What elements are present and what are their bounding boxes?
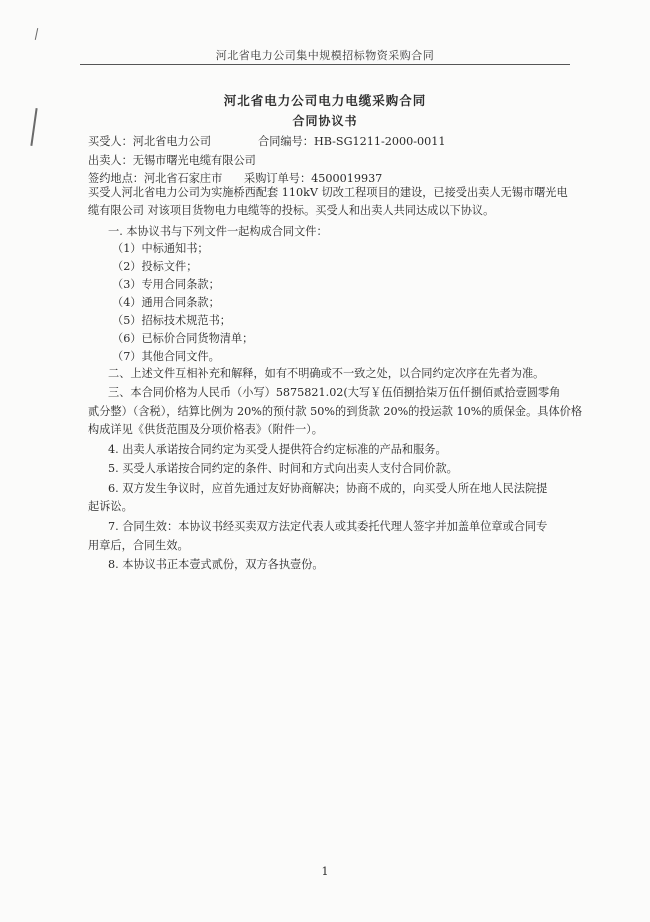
header-rule [80,64,570,65]
clause-2: 二、上述文件互相补充和解释，如有不明确或不一致之处，以合同约定次序在先者为准。 [108,367,545,380]
clause-5: 5. 买受人承诺按合同约定的条件、时间和方式向出卖人支付合同价款。 [108,462,458,475]
document-title: 河北省电力公司电力电缆采购合同 [223,93,427,108]
running-header: 河北省电力公司集中规模招标物资采购合同 [215,49,435,62]
order-number: 采购订单号：4500019937 [244,172,383,185]
clause-6-line: 起诉讼。 [88,500,133,513]
clause-4: 4. 出卖人承诺按合同约定为买受人提供符合约定标准的产品和服务。 [108,443,447,456]
clause-1-item: （4）通用合同条款； [112,296,220,309]
document-subtitle: 合同协议书 [292,114,358,128]
clause-7-line: 用章后，合同生效。 [88,539,189,552]
clause-1-item: （7）其他合同文件。 [112,350,220,363]
sign-place: 签约地点：河北省石家庄市 [88,172,223,185]
clause-8: 8. 本协议书正本壹式贰份，双方各执壹份。 [108,558,324,571]
clause-1: 一. 本协议书与下列文件一起构成合同文件： [108,225,328,238]
seller-line: 出卖人：无锡市曙光电缆有限公司 [88,154,256,167]
page-number: 1 [321,865,329,878]
clause-1-item: （1）中标通知书； [112,242,209,255]
intro-line: 买受人河北省电力公司为实施桥西配套 110kV 切改工程项目的建设，已接受出卖人无锡市曙光电 [88,186,568,199]
clause-6-line: 6. 双方发生争议时，应首先通过友好协商解决；协商不成的，向买受人所在地人民法院提 [108,482,548,495]
clause-1-item: （3）专用合同条款； [112,278,220,291]
clause-1-item: （2）投标文件； [112,260,198,273]
clause-1-item: （5）招标技术规范书； [112,314,231,327]
clause-3-line: 贰分整）（含税），结算比例为 20%的预付款 50%的到货款 20%的投运款 10%的质保金。具体价格 [88,405,583,418]
clause-1-item: （6）已标价合同货物清单； [112,332,254,345]
contract-number: 合同编号：HB-SG1211-2000-0011 [258,135,446,148]
clause-3-line: 三、本合同价格为人民币（小写）5875821.02(大写￥伍佰捌拾柒万伍仟捌佰贰拾壹圆零角 [108,386,561,399]
intro-line: 缆有限公司 对该项目货物电力电缆等的投标。买受人和出卖人共同达成以下协议。 [88,204,495,217]
buyer-line: 买受人：河北省电力公司 [88,135,212,148]
clause-3-line: 构成详见《供货范围及分项价格表》（附件一）。 [88,423,323,436]
scan-artifact-mark [35,28,38,40]
clause-7-line: 7. 合同生效：本协议书经买卖双方法定代表人或其委托代理人签字并加盖单位章或合同专 [108,520,548,533]
